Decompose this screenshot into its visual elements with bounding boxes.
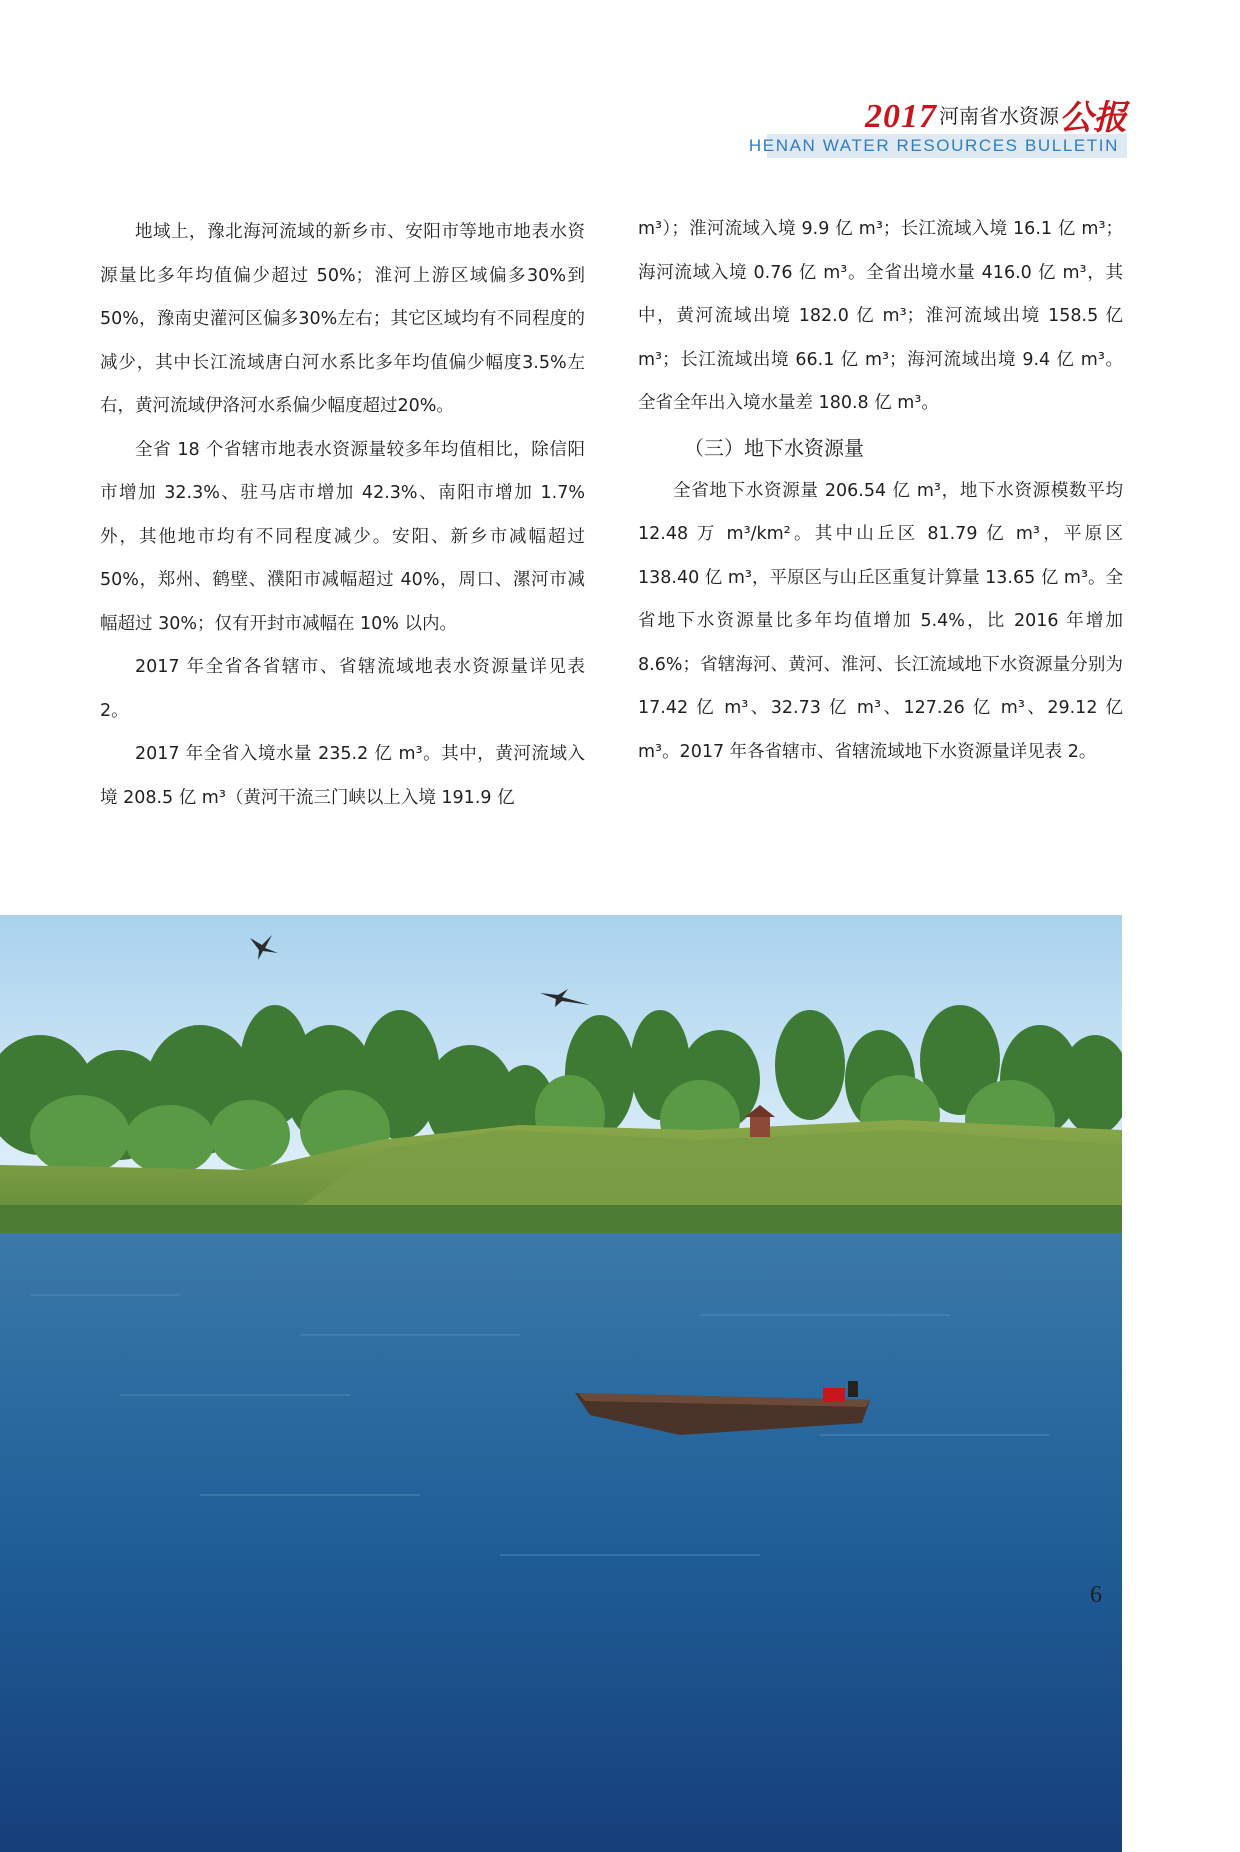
header-year: 2017 — [865, 98, 937, 135]
left-text-column — [100, 211, 585, 820]
paragraph-regional: 地域上，豫北海河流域的新乡市、安阳市等地市地表水资源量比多年均值偏少超过 50%；淮河上游区域偏多30%到50%，豫南史灌河区偏多30%左右；其它区域均有不同程度的减少，其中长江流域唐白河水系比多年均值偏少幅度3.5%左右，黄河流域伊洛河水系偏少幅度超过20%。 — [100, 222, 585, 416]
pavilion-icon — [750, 1115, 770, 1137]
header-report: 公报 — [1059, 98, 1127, 138]
paragraph-inflow: 2017 年全省入境水量 235.2 亿 m³。其中，黄河流域入境 208.5 亿 m³（黄河干流三门峡以上入境 191.9 亿 — [100, 744, 585, 808]
paragraph-groundwater: 全省地下水资源量 206.54 亿 m³，地下水资源模数平均 12.48 万 m³/km²。其中山丘区 81.79 亿 m³，平原区 138.40 亿 m³，平原区与山丘区重复计算量 13.65 亿 m³。全省地下水资源量比多年均值增加 5.4%，比 2016 年增加 8.6%；省辖海河、黄河、淮河、长江流域地下水资源量分别为 17.42 亿 m³、32.73 亿 m³、127.26 亿 m³、29.12 亿 m³。2017 年各省辖市、省辖流域地下水资源量详见表 2。 — [638, 480, 1123, 762]
header-title — [865, 90, 1127, 139]
header-subtitle: HENAN WATER RESOURCES BULLETIN — [748, 136, 1119, 155]
bulletin-header — [748, 90, 1127, 160]
section-heading-groundwater: （三）地下水资源量 — [684, 435, 864, 460]
paragraph-inflow-continued: m³）；淮河流域入境 9.9 亿 m³；长江流域入境 16.1 亿 m³；海河流域入境 0.76 亿 m³。全省出境水量 416.0 亿 m³，其中，黄河流域出境 182.0 亿 m³；淮河流域出境 158.5 亿 m³；长江流域出境 66.1 亿 m³；海河流域出境 9.4 亿 m³。全省全年出入境水量差 180.8 亿 m³。 — [638, 219, 1123, 413]
paragraph-table-ref: 2017 年全省各省辖市、省辖流域地表水资源量详见表 2。 — [100, 657, 585, 721]
header-name: 河南省水资源 — [939, 104, 1059, 128]
paragraph-cities: 全省 18 个省辖市地表水资源量较多年均值相比，除信阳市增加 32.3%、驻马店市增加 42.3%、南阳市增加 1.7% 外，其他地市均有不同程度减少。安阳、新乡市减幅超过 50%，郑州、鹤壁、濮阳市减幅超过 40%，周口、漯河市减幅超过 30%；仅有开封市减幅在 10% 以内。 — [100, 439, 585, 634]
lake-landscape-photo — [0, 915, 1122, 1852]
page-number: 6 — [1090, 1582, 1102, 1608]
right-text-column — [638, 208, 1123, 774]
